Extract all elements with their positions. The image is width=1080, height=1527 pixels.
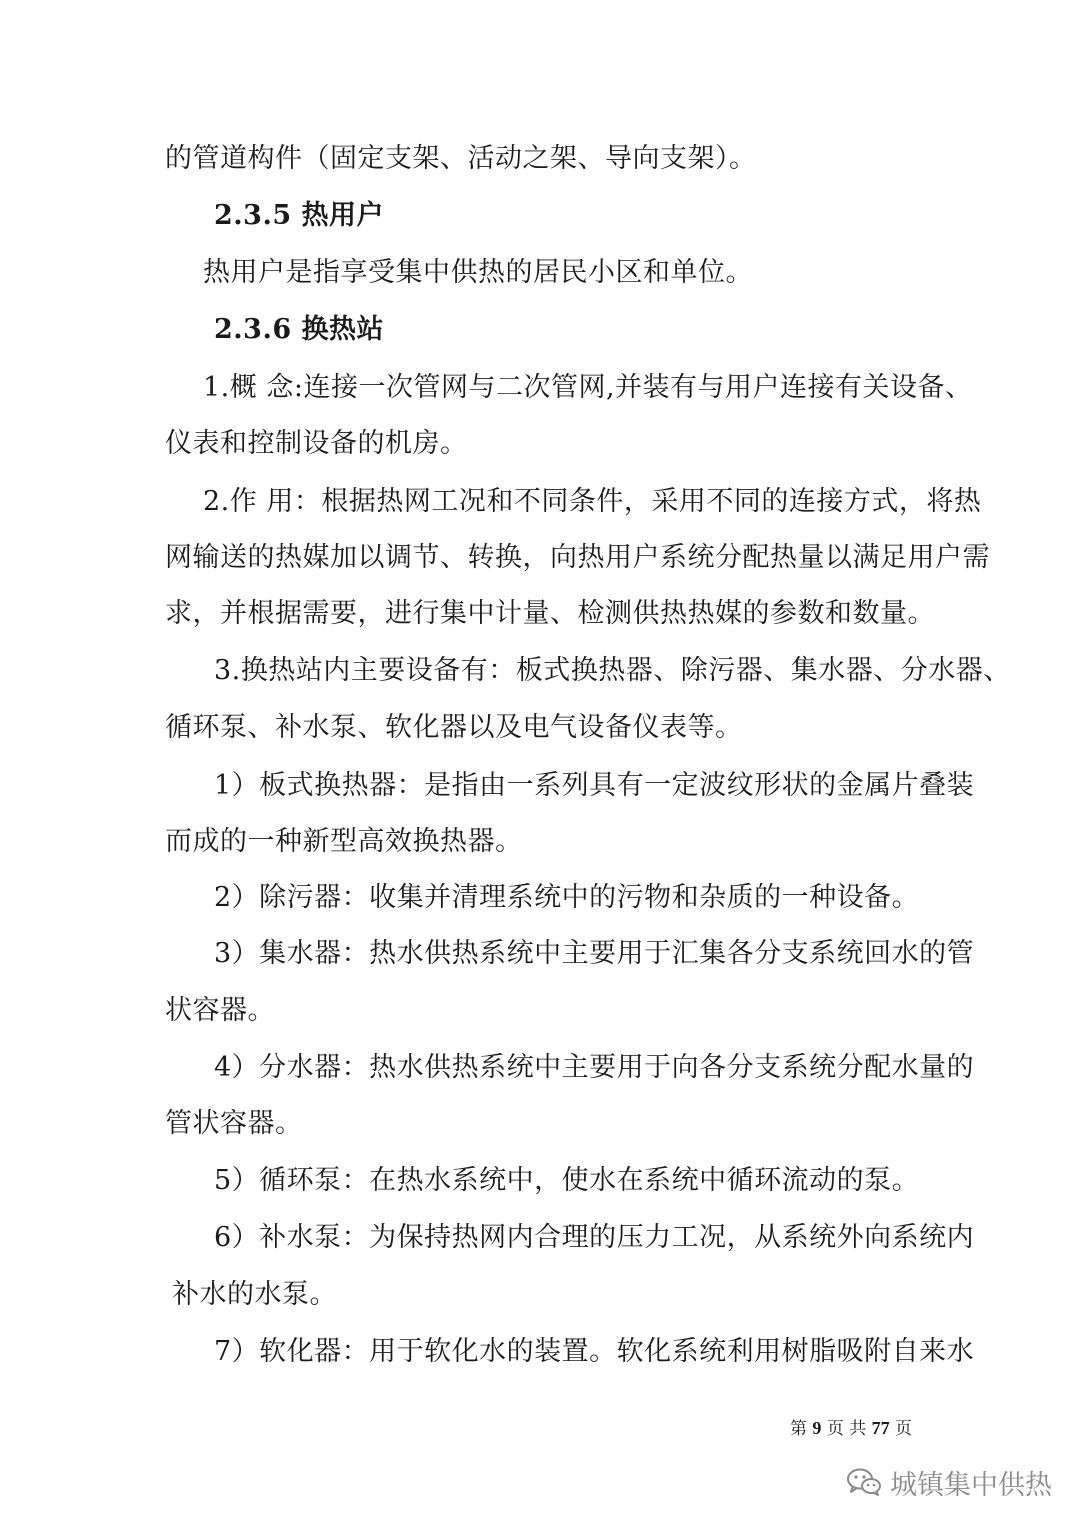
text-line: 2.作 用：根据热网工况和不同条件，采用不同的连接方式，将热 [203, 486, 982, 517]
text-line: 7）软化器：用于软化水的装置。软化系统利用树脂吸附自来水 [214, 1336, 975, 1367]
text-line: 网输送的热媒加以调节、转换，向热用户系统分配热量以满足用户需 [165, 542, 990, 573]
text-line: 5）循环泵：在热水系统中，使水在系统中循环流动的泵。 [214, 1165, 920, 1196]
text-line: 管状容器。 [165, 1108, 303, 1139]
page-footer [790, 1418, 912, 1439]
text-line: 2）除污器：收集并清理系统中的污物和杂质的一种设备。 [214, 882, 920, 913]
text-line: 3）集水器：热水供热系统中主要用于汇集各分支系统回水的管 [214, 938, 975, 969]
text-line: 4）分水器：热水供热系统中主要用于向各分支系统分配水量的 [214, 1052, 975, 1083]
footer-middle: 页 共 [826, 1419, 867, 1439]
footer-prefix: 第 [790, 1419, 807, 1439]
section-heading-2-3-5: 2.3.5 热用户 [214, 200, 385, 231]
text-line: 循环泵、补水泵、软化器以及电气设备仪表等。 [165, 712, 743, 743]
section-heading-2-3-6: 2.3.6 换热站 [214, 314, 385, 345]
page-number: 9 [812, 1418, 822, 1438]
watermark [846, 1460, 1052, 1504]
text-line: 而成的一种新型高效换热器。 [165, 826, 523, 857]
text-line: 3.换热站内主要设备有：板式换热器、除污器、集水器、分水器、 [214, 655, 1011, 686]
watermark-text: 城镇集中供热 [890, 1469, 1052, 1501]
text-line: 的管道构件（固定支架、活动之架、导向支架）。 [165, 143, 757, 174]
total-pages: 77 [871, 1418, 890, 1438]
wechat-icon [846, 1467, 882, 1497]
text-line: 仪表和控制设备的机房。 [165, 428, 468, 459]
text-line: 热用户是指享受集中供热的居民小区和单位。 [203, 257, 753, 288]
text-line: 1）板式换热器：是指由一系列具有一定波纹形状的金属片叠装 [214, 770, 975, 801]
text-line: 1.概 念:连接一次管网与二次管网,并装有与用户连接有关设备、 [203, 372, 973, 403]
footer-suffix: 页 [895, 1419, 913, 1439]
text-line: 状容器。 [165, 995, 275, 1026]
text-line: 补水的水泵。 [172, 1279, 337, 1310]
text-line: 求，并根据需要，进行集中计量、检测供热热媒的参数和数量。 [165, 598, 935, 629]
text-line: 6）补水泵：为保持热网内合理的压力工况，从系统外向系统内 [214, 1222, 975, 1253]
